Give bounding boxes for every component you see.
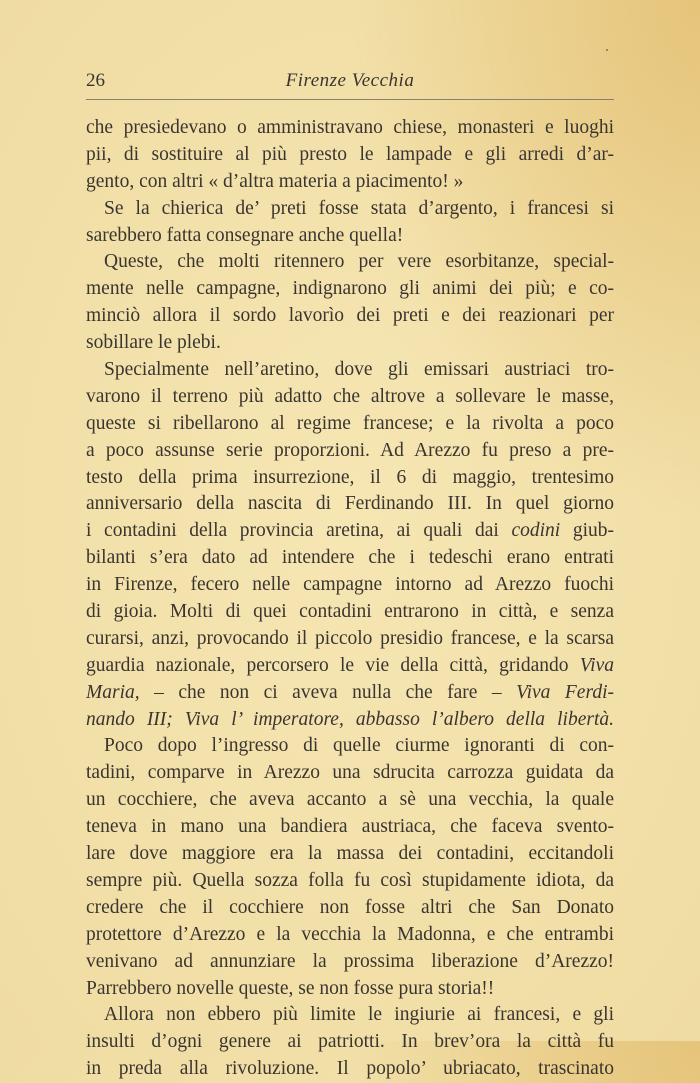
text-segment: queste si ribellarono al regime francese; e la rivolta a poco xyxy=(86,412,614,434)
text-line xyxy=(86,303,614,330)
italic-text: codini xyxy=(511,520,561,542)
text-line xyxy=(86,411,614,438)
text-line xyxy=(86,653,614,680)
text-segment: Specialmente nell’aretino, dove gli emissari austriaci tro- xyxy=(104,359,614,381)
text-segment: Queste, che molti ritennero per vere esorbitanze, special- xyxy=(104,251,614,273)
text-segment: i contadini della provincia aretina, ai quali dai xyxy=(86,520,512,542)
text-line xyxy=(86,438,614,465)
text-line xyxy=(86,949,614,976)
text-segment: che presiedevano o amministravano chiese, monasteri e luoghi xyxy=(86,117,614,138)
text-line xyxy=(86,142,614,169)
text-segment: Poco dopo l’ingresso di quelle ciurme ignoranti di con- xyxy=(104,735,614,757)
italic-text: Viva xyxy=(579,654,614,676)
text-line xyxy=(86,1002,614,1029)
text-segment: in preda alla rivoluzione. Il popolo’ ubriacato, trascinato xyxy=(86,1058,614,1080)
text-line xyxy=(86,572,614,599)
text-segment: lare dove maggiore era la massa dei contadini, eccitandoli xyxy=(86,843,614,865)
text-line xyxy=(86,223,614,250)
text-segment: mente nelle campagne, indignarono gli animi dei più; e co- xyxy=(86,278,614,300)
text-segment: sempre più. Quella sozza folla fu così stupidamente idiota, da xyxy=(86,869,614,891)
text-segment: minciò allora il sordo lavorìo dei preti e dei reazionari per xyxy=(86,305,614,327)
text-line xyxy=(86,491,614,518)
text-segment: credere che il cocchiere non fosse altri che San Donato xyxy=(86,896,614,918)
page-number: 26 xyxy=(86,70,105,91)
text-segment: pii, di sostituire al più presto le lampade e gli arredi d’ar- xyxy=(86,143,614,165)
header-rule xyxy=(86,99,614,100)
text-segment: insulti d’ogni genere ai patriotti. In brev’ora la città fu xyxy=(86,1031,614,1053)
body-text xyxy=(86,115,614,1083)
text-line xyxy=(86,868,614,895)
text-segment: a poco assunse serie proporzioni. Ad Arezzo fu preso a pre- xyxy=(86,439,614,461)
text-line xyxy=(86,787,614,814)
text-segment: bilanti s’era dato ad intendere che i tedeschi erano entrati xyxy=(86,547,614,569)
text-line xyxy=(86,169,614,196)
text-segment: un cocchiere, che aveva accanto a sè una vecchia, la quale xyxy=(86,789,614,811)
text-segment: anniversario della nascita di Ferdinando III. In quel giorno xyxy=(86,493,614,515)
text-line xyxy=(86,518,614,545)
text-segment: sobillare le plebi. xyxy=(86,332,221,354)
text-line xyxy=(86,707,614,734)
text-line xyxy=(86,733,614,760)
text-segment: di gioia. Molti di quei contadini entrarono in città, e senza xyxy=(86,601,614,623)
text-line xyxy=(86,384,614,411)
text-segment: Parrebbero novelle queste, se non fosse pura storia!! xyxy=(86,977,495,999)
text-line xyxy=(86,1029,614,1056)
text-segment: in Firenze, fecero nelle campagne intorno ad Arezzo fuochi xyxy=(86,574,614,596)
text-line xyxy=(86,465,614,492)
text-segment: protettore d’Arezzo e la vecchia la Madonna, e che entrambi xyxy=(86,923,614,945)
text-segment: testo della prima insurrezione, il 6 di maggio, trentesimo xyxy=(86,466,614,488)
text-line xyxy=(86,196,614,223)
text-segment: teneva in mano una bandiera austriaca, che faceva svento- xyxy=(86,816,614,838)
text-segment: varono il terreno più adatto che altrove a sollevare le masse, xyxy=(86,385,614,407)
text-segment: curarsi, anzi, provocando il piccolo presidio francese, e la scarsa xyxy=(86,627,614,649)
text-line xyxy=(86,922,614,949)
text-line xyxy=(86,330,614,357)
text-line xyxy=(86,841,614,868)
text-segment: – che non ci aveva nulla che fare – xyxy=(139,681,517,703)
text-line xyxy=(86,249,614,276)
page-header xyxy=(86,70,614,96)
text-segment: gento, con altri « d’altra materia a piacimento! » xyxy=(86,170,464,192)
text-line xyxy=(86,895,614,922)
text-line xyxy=(86,276,614,303)
text-line xyxy=(86,626,614,653)
text-line xyxy=(86,680,614,707)
text-line xyxy=(86,115,614,142)
italic-text: Maria, xyxy=(86,681,140,703)
text-line xyxy=(86,1056,614,1083)
text-line xyxy=(86,760,614,787)
text-segment: guardia nazionale, percorsero le vie della città, gridando xyxy=(86,654,580,676)
text-segment: giub- xyxy=(560,520,614,542)
text-segment: sarebbero fatta consegnare anche quella! xyxy=(86,224,404,246)
paper-speck xyxy=(606,49,608,51)
text-segment: venivano ad annunziare la prossima liberazione d’Arezzo! xyxy=(86,950,614,972)
text-line xyxy=(86,814,614,841)
text-segment: Allora non ebbero più limite le ingiurie ai francesi, e gli xyxy=(104,1004,614,1026)
running-title: Firenze Vecchia xyxy=(285,70,415,91)
text-line xyxy=(86,357,614,384)
italic-text: nando III; Viva l’ imperatore, abbasso l’albero della libertà. xyxy=(86,708,614,730)
italic-text: Viva Ferdi- xyxy=(516,681,614,703)
text-line xyxy=(86,599,614,626)
text-line xyxy=(86,976,614,1003)
text-segment: Se la chierica de’ preti fosse stata d’argento, i francesi si xyxy=(104,197,614,219)
text-line xyxy=(86,545,614,572)
text-segment: tadini, comparve in Arezzo una sdrucita carrozza guidata da xyxy=(86,762,614,784)
